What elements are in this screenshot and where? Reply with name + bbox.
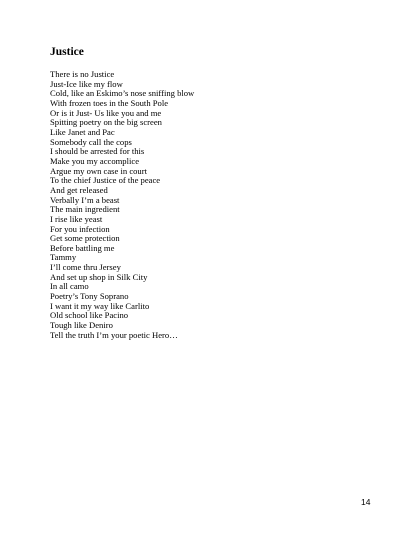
poem-title: Justice xyxy=(50,46,84,58)
poem-line: Make you my accomplice xyxy=(50,155,140,166)
poem-line: I want it my way like Carlito xyxy=(50,300,150,311)
poem-line: Or is it Just- Us like you and me xyxy=(50,107,162,118)
poem-line: And set up shop in Silk City xyxy=(50,271,148,282)
poem-line: With frozen toes in the South Pole xyxy=(50,97,169,108)
poem-line: Just-Ice like my flow xyxy=(50,78,123,89)
poem-line: There is no Justice xyxy=(50,69,115,79)
poem-line: And get released xyxy=(50,184,108,195)
poem-line: Tell the truth I’m your poetic Hero… xyxy=(50,329,178,340)
page-number: 14 xyxy=(361,497,371,507)
poem-line: Get some protection xyxy=(50,233,120,244)
poem-line: Poetry’s Tony Soprano xyxy=(50,291,129,302)
poem-line: I rise like yeast xyxy=(50,213,103,224)
poem-line: Tammy xyxy=(50,252,77,263)
poem-line: I should be arrested for this xyxy=(50,146,145,157)
poem-line: Somebody call the cops xyxy=(50,136,132,147)
poem-line: For you infection xyxy=(50,223,110,234)
poem-line: Old school like Pacino xyxy=(50,310,129,321)
poem-line: Like Janet and Pac xyxy=(50,126,115,137)
poem-body xyxy=(50,70,194,340)
poem-line: Verbally I’m a beast xyxy=(50,194,120,205)
poem-line: Spitting poetry on the big screen xyxy=(50,117,162,128)
poem-line: To the chief Justice of the peace xyxy=(50,175,161,186)
poem-line: Tough like Deniro xyxy=(50,320,113,331)
poem-line: In all camo xyxy=(50,281,89,292)
poem-line: Cold, like an Eskimo’s nose sniffing blow xyxy=(50,88,195,99)
poem-line: Argue my own case in court xyxy=(50,165,147,176)
poem-line: Before battling me xyxy=(50,242,115,253)
poem-line: I’ll come thru Jersey xyxy=(50,262,121,273)
poem-line: The main ingredient xyxy=(50,204,120,215)
